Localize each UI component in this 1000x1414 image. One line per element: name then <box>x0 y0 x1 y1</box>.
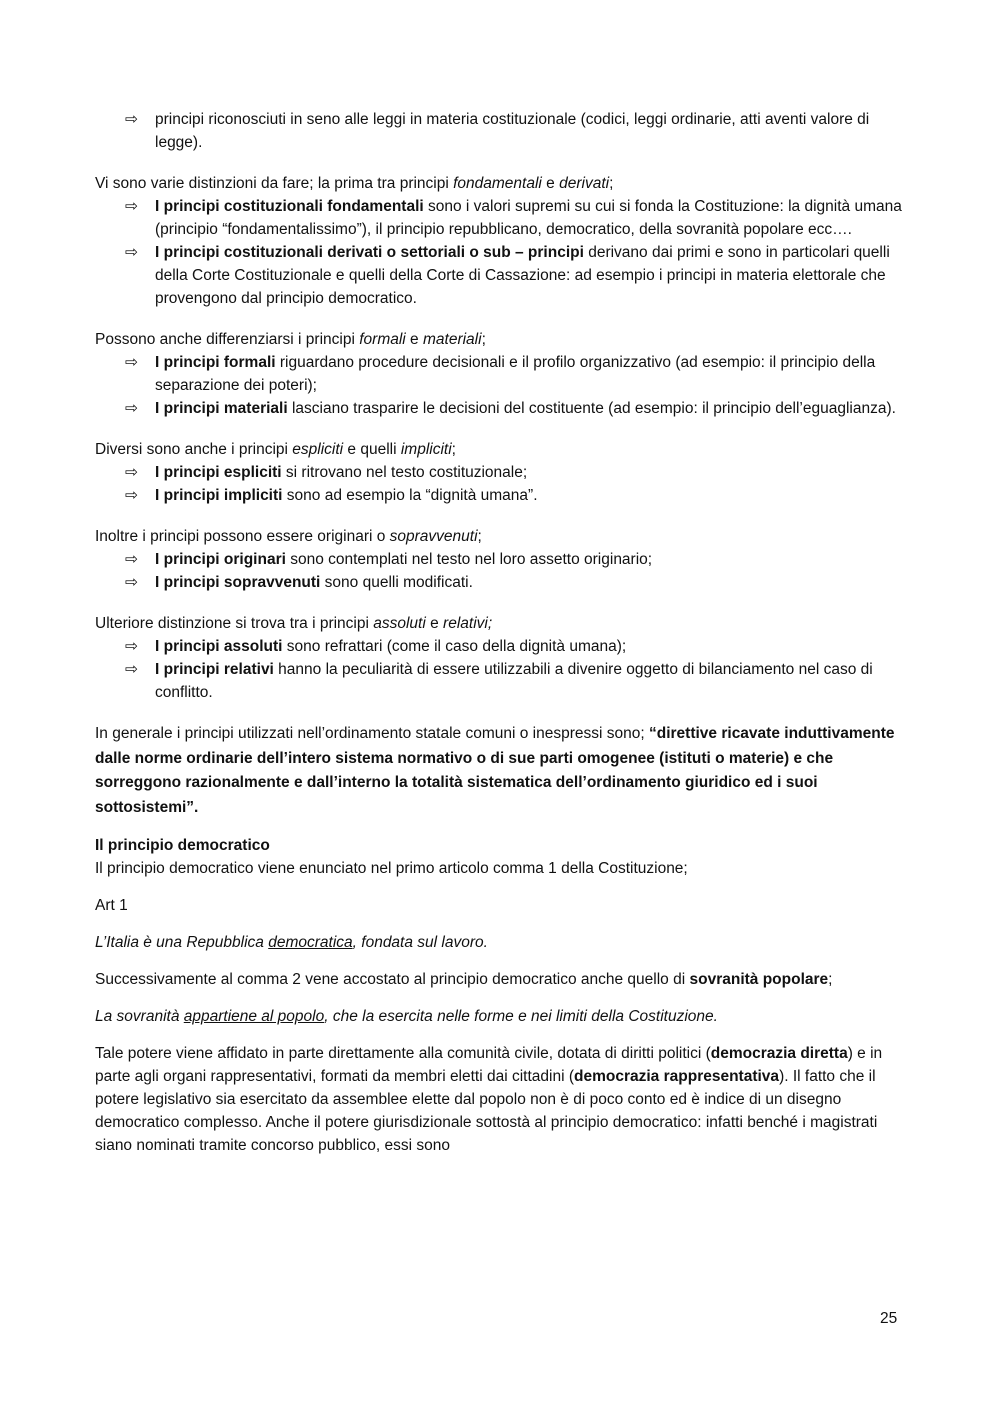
lead-text: e quelli <box>343 441 401 458</box>
article-label: Art 1 <box>95 897 128 914</box>
quote-text: , che la esercita nelle forme e nei limiti della Costituzione. <box>324 1008 718 1025</box>
item-text: sono refrattari (come il caso della dignità umana); <box>282 638 627 655</box>
lead-text: ; <box>481 331 486 348</box>
lead-italic: espliciti <box>292 441 344 458</box>
lead-text: ; <box>477 528 482 545</box>
lead-text: e <box>541 175 560 192</box>
quote-text: L’Italia è una Repubblica <box>95 934 269 951</box>
item-term: I principi assoluti <box>155 638 283 655</box>
item-text: riguardano procedure decisionali e il profilo organizzativo (ad esempio: il principio della separazione dei poteri); <box>155 354 876 394</box>
item-text: derivano dai primi e sono in particolari quelli della Corte Costituzionale e quelli della Corte di Cassazione: ad esempio i principi in materia elettorale che provengono dal principio democratico. <box>155 244 890 307</box>
document-page <box>95 108 910 1157</box>
item-term: I principi relativi <box>155 661 274 678</box>
quote-underlined: appartiene al popolo <box>183 1008 325 1025</box>
lead-italic: assoluti <box>373 615 426 632</box>
principles-list <box>95 461 910 507</box>
general-definition: “direttive ricavate induttivamente dalle norme ordinarie dell’intero sistema normativo o di sue parti omogenee (istituti o materie) e che sorreggono razionalmente e dall’interno la totalità sistematica dell’ordinamento giuridico ed i suoi sottosistemi”. <box>95 725 895 816</box>
comma2-text: ; <box>828 971 833 988</box>
arrow-icon: ⇨ <box>125 487 138 504</box>
item-term: I principi costituzionali fondamentali <box>155 198 424 215</box>
principles-list <box>95 548 910 594</box>
lead-italic: fondamentali <box>453 175 542 192</box>
list-item <box>95 484 910 507</box>
list-item <box>95 548 910 571</box>
comma2-text: Successivamente al comma 2 vene accostato al principio democratico anche quello di <box>95 971 690 988</box>
arrow-icon: ⇨ <box>125 354 138 371</box>
lead-text: ; <box>451 441 456 458</box>
list-item <box>95 461 910 484</box>
arrow-icon: ⇨ <box>125 400 138 417</box>
quote-text: La sovranità <box>95 1008 184 1025</box>
list-item <box>95 108 910 154</box>
lead-italic: relativi; <box>443 615 493 632</box>
arrow-icon: ⇨ <box>125 661 138 678</box>
lead-text: Possono anche differenziarsi i principi <box>95 331 360 348</box>
arrow-icon: ⇨ <box>125 198 138 215</box>
section-lead <box>95 612 910 635</box>
lead-text: ; <box>609 175 614 192</box>
list-item <box>95 195 910 241</box>
item-text: sono i valori supremi su cui si fonda la Costituzione: la dignità umana (principio “fondamentalissimo”), il principio repubblicano, democratico, della sovranità popolare ecc…. <box>155 198 902 238</box>
section-lead <box>95 328 910 351</box>
principles-list <box>95 195 910 310</box>
quote-text: , fondata sul lavoro. <box>352 934 488 951</box>
list-item <box>95 635 910 658</box>
principles-list <box>95 351 910 420</box>
section-lead <box>95 438 910 461</box>
item-term: I principi costituzionali derivati o settoriali o sub – principi <box>155 244 584 261</box>
list-item-text: principi riconosciuti in seno alle leggi in materia costituzionale (codici, leggi ordinarie, atti aventi valore di legge). <box>155 111 870 151</box>
section-lead <box>95 172 910 195</box>
arrow-icon: ⇨ <box>125 464 138 481</box>
section-lead <box>95 525 910 548</box>
arrow-icon: ⇨ <box>125 551 138 568</box>
item-text: sono contemplati nel testo nel loro assetto originario; <box>285 551 653 568</box>
comma2-bold: sovranità popolare <box>689 971 829 988</box>
item-term: I principi formali <box>155 354 276 371</box>
item-text: si ritrovano nel testo costituzionale; <box>281 464 528 481</box>
item-text: sono ad esempio la “dignità umana”. <box>282 487 538 504</box>
article-quote <box>95 931 910 954</box>
lead-italic: sopravvenuti <box>389 528 478 545</box>
lead-italic: materiali <box>422 331 482 348</box>
section-heading <box>95 834 910 857</box>
final-bold: democrazia rappresentativa <box>574 1068 780 1085</box>
list-item <box>95 397 910 420</box>
list-item <box>95 658 910 704</box>
lead-text: e <box>405 331 423 348</box>
final-bold: democrazia diretta <box>710 1045 848 1062</box>
item-text: sono quelli modificati. <box>320 574 473 591</box>
list-item <box>95 241 910 310</box>
final-text: ). Il fatto che il potere legislativo sia esercitato da assemblee elette dal popolo non è di poco conto ed è indice di un disegno democratico complesso. Anche il potere giurisdizionale sottostà al principio democratico: infatti benché i magistrati siano nominati tramite concorso pubblico, essi sono <box>95 1068 878 1154</box>
item-term: I principi sopravvenuti <box>155 574 321 591</box>
item-text: hanno la peculiarità di essere utilizzabili a divenire oggetto di bilanciamento nel caso di conflitto. <box>155 661 873 701</box>
arrow-icon: ⇨ <box>125 111 138 128</box>
item-term: I principi impliciti <box>155 487 283 504</box>
lead-italic: derivati <box>559 175 610 192</box>
final-text: Tale potere viene affidato in parte direttamente alla comunità civile, dotata di diritti politici ( <box>95 1045 711 1062</box>
comma2-quote <box>95 1005 910 1028</box>
general-lead: In generale i principi utilizzati nell’ordinamento statale comuni o inespressi sono; <box>95 725 649 742</box>
page-number: 25 <box>880 1310 898 1327</box>
lead-text: Inoltre i principi possono essere originari o <box>95 528 390 545</box>
arrow-icon: ⇨ <box>125 244 138 261</box>
arrow-icon: ⇨ <box>125 574 138 591</box>
final-text: ) e in parte agli organi rappresentativi, formati da membri eletti dai cittadini ( <box>95 1045 883 1085</box>
principles-list <box>95 635 910 704</box>
intro-list <box>95 108 910 154</box>
lead-text: e <box>425 615 444 632</box>
lead-italic: impliciti <box>400 441 452 458</box>
item-term: I principi originari <box>155 551 286 568</box>
list-item <box>95 351 910 397</box>
quote-underlined: democratica <box>268 934 353 951</box>
heading-text: Il principio democratico <box>95 837 270 854</box>
item-term: I principi materiali <box>155 400 288 417</box>
lead-text: Vi sono varie distinzioni da fare; la prima tra principi <box>95 175 454 192</box>
final-paragraph <box>95 1042 910 1157</box>
democratic-intro: Il principio democratico viene enunciato nel primo articolo comma 1 della Costituzione; <box>95 860 688 877</box>
lead-text: Diversi sono anche i principi <box>95 441 293 458</box>
item-text: lasciano trasparire le decisioni del costituente (ad esempio: il principio dell’eguaglianza). <box>287 400 896 417</box>
lead-italic: formali <box>359 331 406 348</box>
arrow-icon: ⇨ <box>125 638 138 655</box>
item-term: I principi espliciti <box>155 464 282 481</box>
general-paragraph <box>95 722 910 820</box>
list-item <box>95 571 910 594</box>
comma2-paragraph <box>95 968 910 991</box>
lead-text: Ulteriore distinzione si trova tra i principi <box>95 615 374 632</box>
